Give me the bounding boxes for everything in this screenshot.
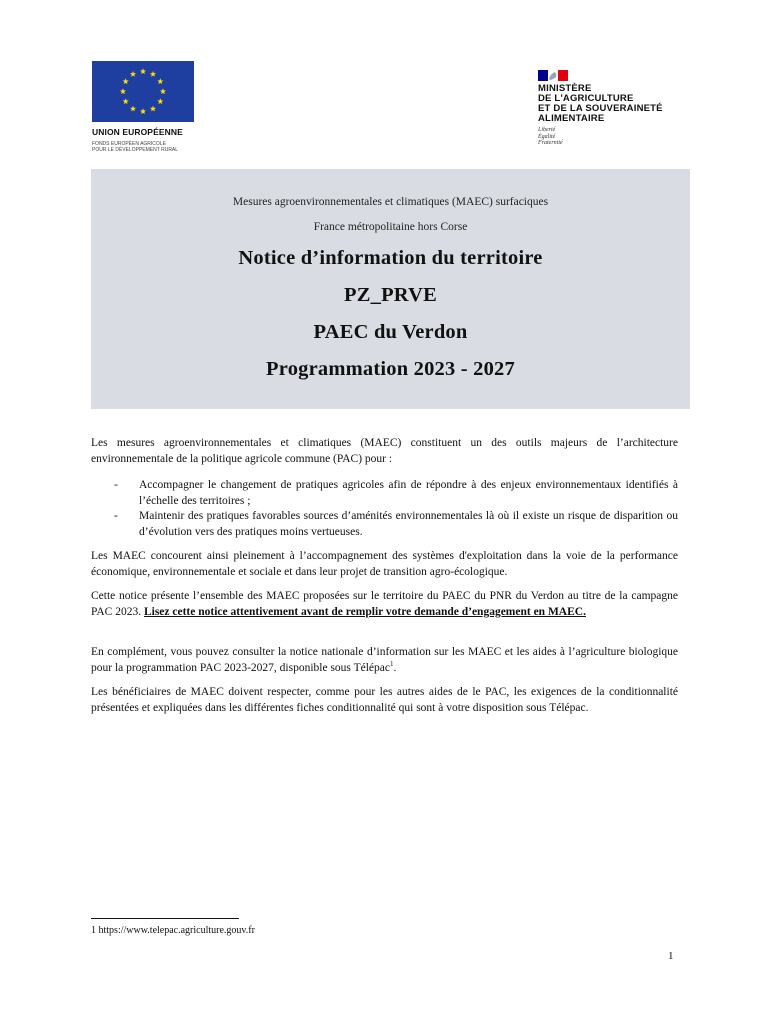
national-notice-end: .	[393, 661, 397, 674]
marianne-flag-icon	[538, 70, 568, 81]
footnote-link[interactable]: https://www.telepac.agriculture.gouv.fr	[98, 925, 255, 936]
paragraph-performance: Les MAEC concourent ainsi pleinement à l’accompagnement des systèmes d'exploitation dans la voie de la performance économique, environnementale et sociale et dans leur projet de transition agro-écologique.	[91, 550, 678, 578]
bullet-item: Maintenir des pratiques favorables sources d’aménités environnementales là où il existe un risque de disparition ou d’évolution vers des pratiques moins vertueuses.	[139, 510, 678, 538]
notice-scope-text: Cette notice présente l’ensemble des MAEC proposées sur le territoire du PAEC du PNR du Verdon au titre de la campagne PAC 2023.	[91, 590, 678, 618]
ministry-name-line: ET DE LA SOUVERAINETÉ	[538, 103, 663, 114]
territory-code: PZ_PRVE	[344, 284, 437, 306]
eu-title: UNION EUROPÉENNE	[92, 127, 183, 137]
eu-subtitle-line: POUR LE DÉVELOPPEMENT RURAL	[92, 147, 179, 153]
bullet-marker: -	[114, 510, 118, 522]
document-title: Notice d’information du territoire	[238, 247, 543, 269]
ministry-motto	[538, 127, 563, 147]
eu-flag-logo	[92, 61, 194, 122]
footnote-separator	[91, 918, 239, 919]
paragraph-notice-scope	[91, 589, 678, 620]
intro-paragraph: Les mesures agroenvironnementales et climatiques (MAEC) constituent un des outils majeurs de l’architecture environnementale de la politique agricole commune (PAC) pour :	[91, 437, 678, 465]
footnote-number: 1	[91, 925, 96, 936]
document-subtitle: Mesures agroenvironnementales et climatiques (MAEC) surfaciques	[232, 196, 549, 208]
bullet-marker: -	[114, 479, 118, 491]
ministry-name	[538, 84, 688, 124]
read-carefully-warning: Lisez cette notice attentivement avant de remplir votre demande d’engagement en MAEC.	[143, 605, 586, 618]
paec-name: PAEC du Verdon	[313, 321, 468, 343]
eu-subtitle	[92, 141, 202, 153]
document-scope: France métropolitaine hors Corse	[313, 221, 468, 233]
footnote	[91, 925, 255, 936]
paragraph-conditionality: Les bénéficiaires de MAEC doivent respecter, comme pour les autres aides de le PAC, les exigences de la conditionnalité présentées et expliquées dans les différentes fiches conditionnalité qui sont à votre disposition sous Télépac.	[91, 686, 678, 714]
motto-line: Liberté	[538, 127, 556, 133]
ministry-name-line: MINISTÈRE	[538, 83, 592, 94]
page-number: 1	[668, 950, 674, 962]
ministry-name-line: ALIMENTAIRE	[538, 113, 605, 124]
motto-line: Fraternité	[538, 140, 563, 146]
paragraph-national-notice	[91, 645, 678, 676]
programming-period: Programmation 2023 - 2027	[266, 358, 515, 380]
footnote-ref[interactable]: 1	[389, 659, 394, 668]
ministry-name-line: DE L'AGRICULTURE	[538, 93, 634, 104]
national-notice-text: En complément, vous pouvez consulter la notice nationale d’information sur les MAEC et les aides à l’agriculture biologique pour la programmation PAC 2023-2027, disponible sous Télépac	[91, 646, 678, 674]
eu-subtitle-line: FONDS EUROPÉEN AGRICOLE	[92, 141, 166, 147]
title-box	[91, 169, 690, 409]
bullet-item: Accompagner le changement de pratiques agricoles afin de répondre à des enjeux environnementaux identifiés à l’échelle des territoires ;	[139, 479, 678, 507]
eu-stars-icon	[92, 61, 194, 122]
motto-line: Égalité	[538, 133, 556, 140]
